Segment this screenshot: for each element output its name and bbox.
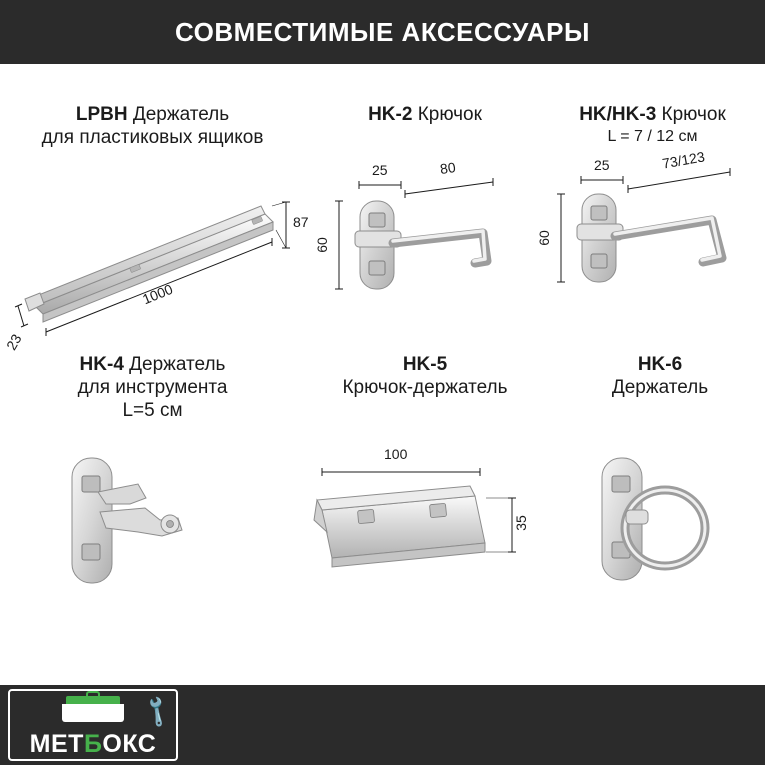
- dimension-label: 73/123: [660, 148, 706, 172]
- product-name-line1: Держатель: [611, 376, 709, 398]
- product-caption: [315, 104, 535, 127]
- page-footer: [0, 685, 765, 765]
- product-image-hk3: [535, 148, 765, 352]
- product-image-hk5: [300, 445, 550, 618]
- brand-name-accent: Б: [83, 730, 103, 758]
- product-name-line1: Крючок: [417, 104, 482, 125]
- product-name-line2: для инструмента: [77, 376, 228, 398]
- brand-name-part2: ОКС: [102, 730, 157, 758]
- dimension-label: 1000: [140, 280, 176, 307]
- hk3-drawing: [540, 162, 765, 352]
- dimension-label: 25: [594, 156, 610, 173]
- hk2-drawing: [315, 169, 535, 359]
- brand-name: [30, 732, 157, 757]
- product-name-line2: для пластиковых ящиков: [41, 126, 264, 148]
- product-card-hk4: [10, 354, 295, 654]
- product-code: HK-5: [402, 354, 448, 375]
- product-code: HK-6: [637, 354, 683, 375]
- dimension-label: 25: [372, 161, 388, 178]
- product-name-line2: L = 7 / 12 см: [607, 127, 698, 145]
- brand-name-part1: МЕТ: [29, 730, 84, 758]
- product-image-hk6: [560, 448, 760, 618]
- dimension-label: 60: [313, 237, 330, 253]
- toolbox-icon: [62, 696, 124, 722]
- product-card-hk3: [535, 104, 765, 374]
- product-name-line1: Держатель: [129, 354, 226, 375]
- product-grid: [0, 64, 765, 684]
- product-code: HK-4: [79, 354, 124, 375]
- product-name-line1: Держатель: [132, 104, 230, 125]
- dimension-label: 100: [384, 445, 408, 462]
- page-header: [0, 0, 765, 64]
- product-image-hk2: [313, 158, 535, 359]
- hk6-drawing: [560, 448, 760, 618]
- page-title: СОВМЕСТИМЫЕ АКСЕССУАРЫ: [175, 16, 590, 47]
- product-name-line3: L=5 см: [122, 399, 183, 421]
- product-caption: [300, 354, 550, 400]
- product-code: HK/HK-3: [579, 104, 657, 125]
- product-name-line1: Крючок: [661, 104, 726, 125]
- brand-logo: [8, 689, 178, 761]
- wrench-icon: 🔧: [138, 693, 175, 730]
- dimension-label: 80: [438, 158, 457, 177]
- product-caption: [10, 354, 295, 422]
- lpbh-drawing: [10, 166, 295, 346]
- product-name-line1: Крючок-держатель: [342, 376, 508, 398]
- product-card-hk6: [560, 354, 760, 654]
- product-image-hk4: [10, 446, 295, 606]
- product-caption: [560, 354, 760, 400]
- product-caption: [10, 104, 295, 150]
- hk4-drawing: [10, 446, 295, 606]
- dimension-label: 87: [293, 213, 309, 230]
- product-image-lpbh: [2, 166, 309, 353]
- dimension-label: 60: [535, 230, 552, 246]
- dimension-label: 23: [2, 330, 25, 353]
- product-card-lpbh: [2, 104, 309, 374]
- product-card-hk5: [300, 354, 550, 654]
- hk5-drawing: [300, 445, 550, 618]
- product-caption: [540, 104, 765, 146]
- dimension-label: 35: [512, 514, 529, 531]
- product-code: LPBH: [75, 104, 128, 125]
- product-code: HK-2: [368, 104, 413, 125]
- product-card-hk2: [315, 104, 535, 374]
